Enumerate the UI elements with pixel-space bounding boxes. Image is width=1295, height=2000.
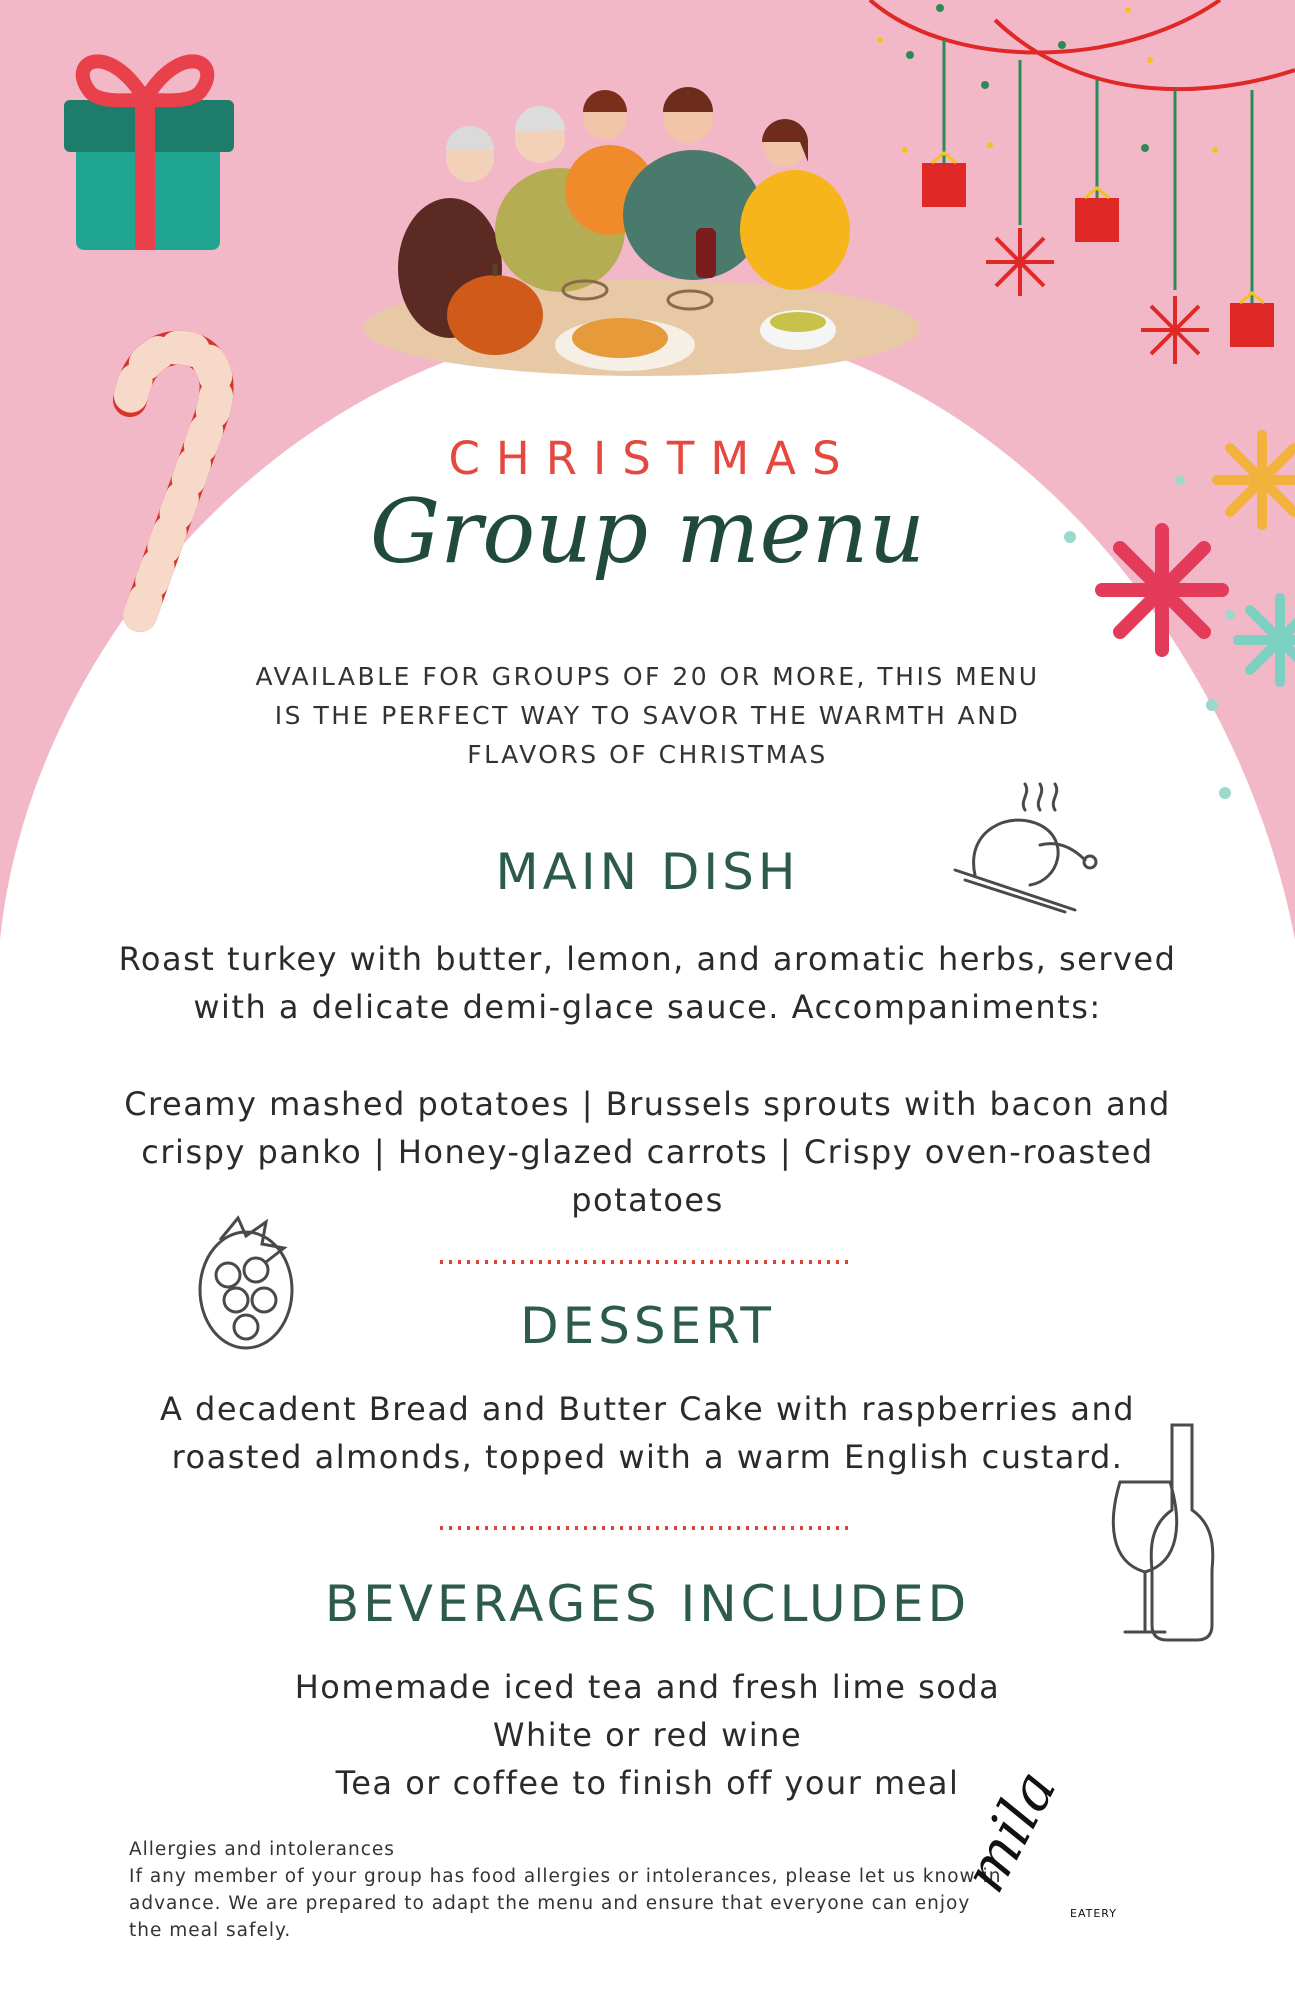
intro-line: IS THE PERFECT WAY TO SAVOR THE WARMTH AND bbox=[274, 701, 1021, 730]
sides-line: potatoes bbox=[571, 1181, 724, 1219]
beverage-item: White or red wine bbox=[492, 1716, 803, 1754]
brand-tagline: EATERY bbox=[1070, 1907, 1117, 1920]
dessert-heading: DESSERT bbox=[520, 1297, 775, 1355]
main-dish-sides bbox=[0, 1080, 1295, 1224]
sides-line: Creamy mashed potatoes | Brussels sprouts with bacon and bbox=[124, 1085, 1171, 1123]
brand-logo bbox=[949, 1759, 1120, 1930]
kicker-title: CHRISTMAS bbox=[448, 432, 857, 485]
intro-line: AVAILABLE FOR GROUPS OF 20 OR MORE, THIS MENU bbox=[255, 662, 1040, 691]
intro-line: FLAVORS OF CHRISTMAS bbox=[467, 740, 828, 769]
description-line: with a delicate demi-glace sauce. Accompaniments: bbox=[193, 988, 1102, 1026]
allergy-title: Allergies and intolerances bbox=[129, 1839, 395, 1860]
allergy-line: the meal safely. bbox=[129, 1920, 292, 1941]
allergy-note bbox=[129, 1836, 1009, 1944]
allergy-line: advance. We are prepared to adapt the menu and ensure that everyone can enjoy bbox=[129, 1893, 971, 1914]
main-dish-heading: MAIN DISH bbox=[495, 843, 800, 901]
gift-icon bbox=[64, 61, 234, 250]
sides-line: crispy panko | Honey-glazed carrots | Crispy oven-roasted bbox=[141, 1133, 1154, 1171]
beverage-item: Homemade iced tea and fresh lime soda bbox=[294, 1668, 1001, 1706]
beverages-heading: BEVERAGES INCLUDED bbox=[324, 1575, 971, 1633]
description-line: roasted almonds, topped with a warm English custard. bbox=[171, 1438, 1124, 1476]
beverage-item: Tea or coffee to finish off your meal bbox=[335, 1764, 960, 1802]
dessert-description bbox=[0, 1385, 1295, 1481]
description-line: Roast turkey with butter, lemon, and aromatic herbs, served bbox=[118, 940, 1177, 978]
description-line: A decadent Bread and Butter Cake with raspberries and bbox=[159, 1390, 1136, 1428]
script-title: Group menu bbox=[369, 480, 926, 583]
main-dish-description bbox=[0, 935, 1295, 1031]
beverages-list bbox=[0, 1663, 1295, 1807]
allergy-line: If any member of your group has food allergies or intolerances, please let us know in bbox=[129, 1866, 1002, 1887]
brand-name: mila bbox=[949, 1759, 1070, 1903]
intro-text bbox=[0, 657, 1295, 774]
